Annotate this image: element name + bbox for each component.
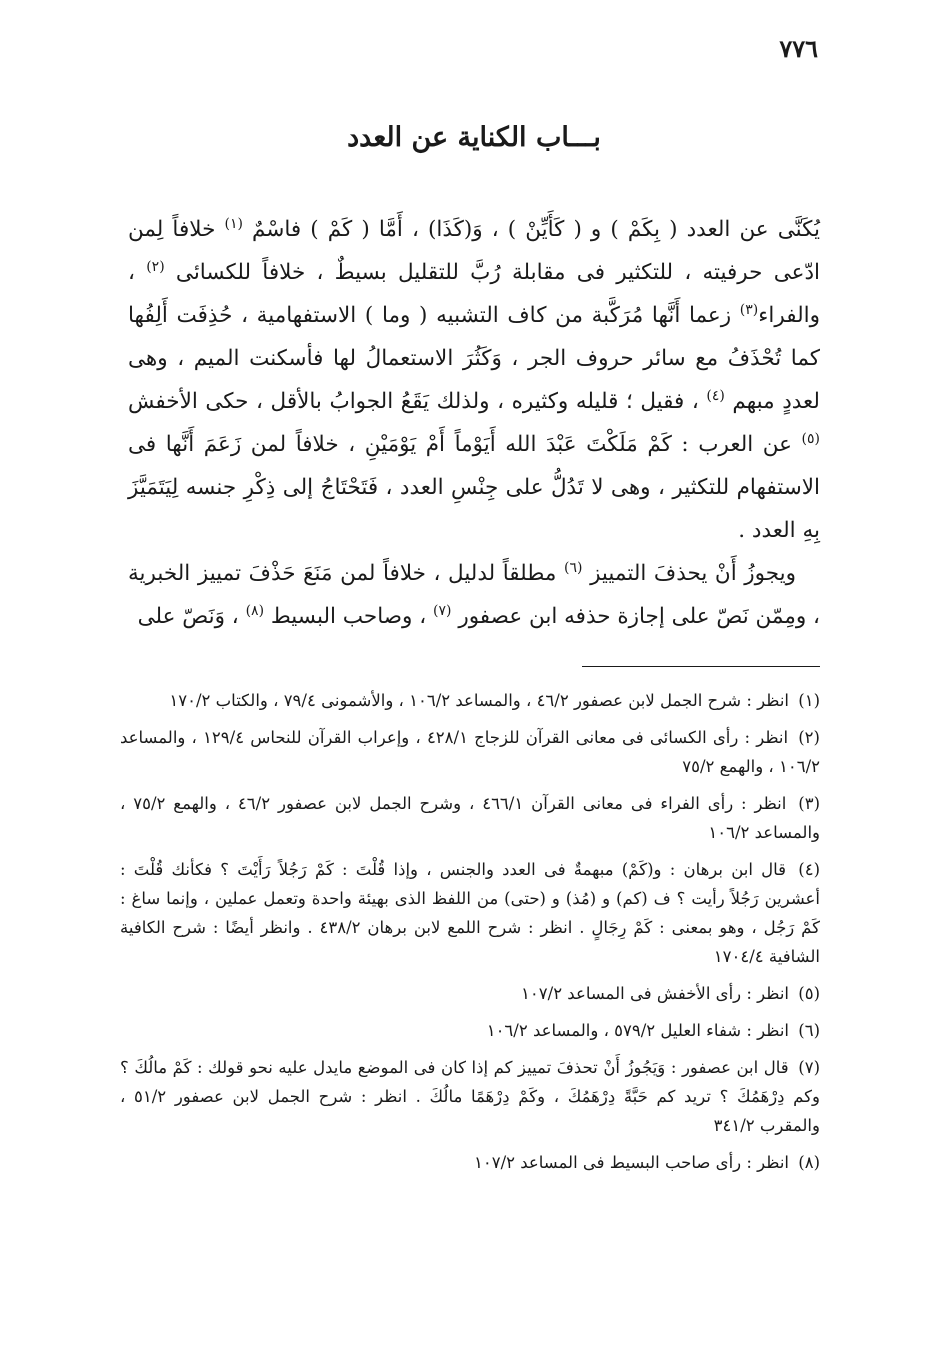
body-text: ، فقيل ؛ قليله وكثيره ، ولذلك يَقَعُ الجوابُ بالأقل ، حكى الأخفش	[128, 389, 707, 414]
footnote-text: انظر : رأى الأخفش فى المساعد ١٠٧/٢	[521, 984, 795, 1003]
footnote-reference[interactable]: (١)	[224, 215, 243, 232]
footnote-reference[interactable]: (٧)	[433, 602, 452, 619]
footnote	[120, 789, 820, 847]
body-text: مطلقاً لدليل ، خلافاً لمن مَنَعَ حَذْفَ تمييز الخبرية ، ومِمّن نَصّ على إجازة حذفه ابن عصفور	[128, 561, 820, 629]
footnote-number: (٨)	[798, 1153, 820, 1172]
footnote	[120, 979, 820, 1008]
body-text: ويجوزُ أَنْ يحذفَ التمييز	[582, 561, 796, 586]
footnote	[120, 855, 820, 971]
footnote-text: انظر : رأى صاحب البسيط فى المساعد ١٠٧/٢	[473, 1153, 795, 1172]
footnote-text: انظر : رأى الفراء فى معانى القرآن ٤٦٦/١ ، وشرح الجمل لابن عصفور ٤٦/٢ ، والهمع ٧٥/٢ ، والمساعد ١٠٦/٢	[120, 794, 820, 842]
footnote-text: انظر : شفاء العليل ٥٧٩/٢ ، والمساعد ١٠٦/٢	[486, 1021, 795, 1040]
footnote	[120, 1148, 820, 1177]
footnote	[120, 1053, 820, 1140]
footnote-number: (٤)	[798, 860, 820, 879]
footnote-reference[interactable]: (٨)	[245, 602, 265, 619]
footnote-number: (٧)	[798, 1058, 820, 1077]
body-text: زعما أَنَّها مُرَكَّبة من كاف التشبيه ( وما ) الاستفهامية ، حُذِفَت أَلِفُها كما تُحْذَفُ مع سائر حروف الجر ، وَكَثُرَ الاستعمالُ لها فأسكنت الميم ، وهى لعددٍ مبهم	[128, 303, 820, 414]
footnote-text: قال ابن عصفور : وَيَجُوزُ أَنْ تحذفَ تمييز كم إذا كان فى الموضع مايدل عليه نحو قولك : كَمْ مالُكَ ؟ وكم دِرْهَمُكَ ؟ تريد كم حَبَّةً دِرْهَمُكَ ، وكَمْ دِرْهَمًا مالُكَ . انظر : شرح الجمل لابن عصفور ٥١/٢ ، والمقرب ٣٤١/٢	[120, 1058, 820, 1135]
footnote	[120, 1016, 820, 1045]
footnote-number: (٦)	[798, 1021, 820, 1040]
body-text: ، والفراء	[128, 260, 820, 328]
body-text: عن العرب : كَمْ مَلَكْتَ عَبْدَ الله أَيَوْماً أَمْ يَوْمَيْنِ ، خلافاً لمن زَعَمَ أَنَّها فى الاستفهام للتكثير ، وهى لا تَدُلُّ على جِنْسِ العدد ، فَتَحْتَاجُ إلى ذِكْرِ جنسه لِيَتَمَيَّزَ بِهِ العدد .	[128, 432, 820, 543]
footnote-reference[interactable]: (٢)	[146, 258, 165, 275]
footnote-number: (١)	[798, 691, 820, 710]
footnote	[120, 686, 820, 715]
footnote-number: (٣)	[798, 794, 820, 813]
body-text: ، وَنَصّ على	[137, 604, 246, 629]
footnote	[120, 723, 820, 781]
footnote-reference[interactable]: (٤)	[706, 387, 725, 404]
footnote-text: انظر : رأى الكسائى فى معانى القرآن للزجاج ٤٢٨/١ ، وإعراب القرآن للنحاس ١٢٩/٤ ، والمساعد ١٠٦/٢ ، والهمع ٧٥/٢	[120, 728, 820, 776]
footnote-separator	[582, 666, 820, 667]
main-text	[128, 208, 820, 638]
body-paragraph	[128, 208, 820, 552]
footnote-text: انظر : شرح الجمل لابن عصفور ٤٦/٢ ، والمساعد ١٠٦/٢ ، والأشمونى ٧٩/٤ ، والكتاب ١٧٠/٢	[169, 691, 795, 710]
footnote-text: قال ابن برهان : و(كَمْ) مبهمةٌ فى العدد والجنس ، وإذا قُلْتَ : كَمْ رَجُلاً رَأَيْتَ ؟ فكأنك قُلْتَ : أعشرين رَجُلاً رأيت ؟ ف (كم) و (مُذ) و (حتى) من اللفظ الذى بهيئة واحدة وتعمل عملين ، وإنما ساغ : كَمْ رَجُل ، وهو بمعنى : كَمْ رِجَالٍ . انظر : شرح اللمع لابن برهان ٤٣٨/٢ . وانظر أيضًا : شرح الكافية الشافية ١٧٠٤/٤	[120, 860, 820, 966]
footnote-reference[interactable]: (٦)	[564, 559, 583, 576]
body-text: خلافاً لِمن ادّعى حرفيته ، للتكثير فى مقابلة رُبَّ للتقليل بسيطٌ ، خلافاً للكسائى	[128, 217, 820, 285]
body-text: ، وصاحب البسيط	[264, 604, 434, 629]
footnote-number: (٢)	[798, 728, 820, 747]
footnotes	[120, 686, 820, 1185]
chapter-title: بـــاب الكناية عن العدد	[347, 122, 601, 153]
body-text: يُكَنَّى عن العدد ( بِكَمْ ) و ( كَأَيِّنْ ) ، وَ(كَذَا) ، أَمَّا ( كَمْ ) فاسْمٌ	[242, 217, 820, 242]
footnote-number: (٥)	[798, 984, 820, 1003]
footnote-reference[interactable]: (٥)	[801, 430, 820, 447]
body-paragraph	[128, 552, 820, 638]
footnote-reference[interactable]: (٣)	[739, 301, 759, 318]
page-number: ٧٧٦	[779, 34, 818, 63]
